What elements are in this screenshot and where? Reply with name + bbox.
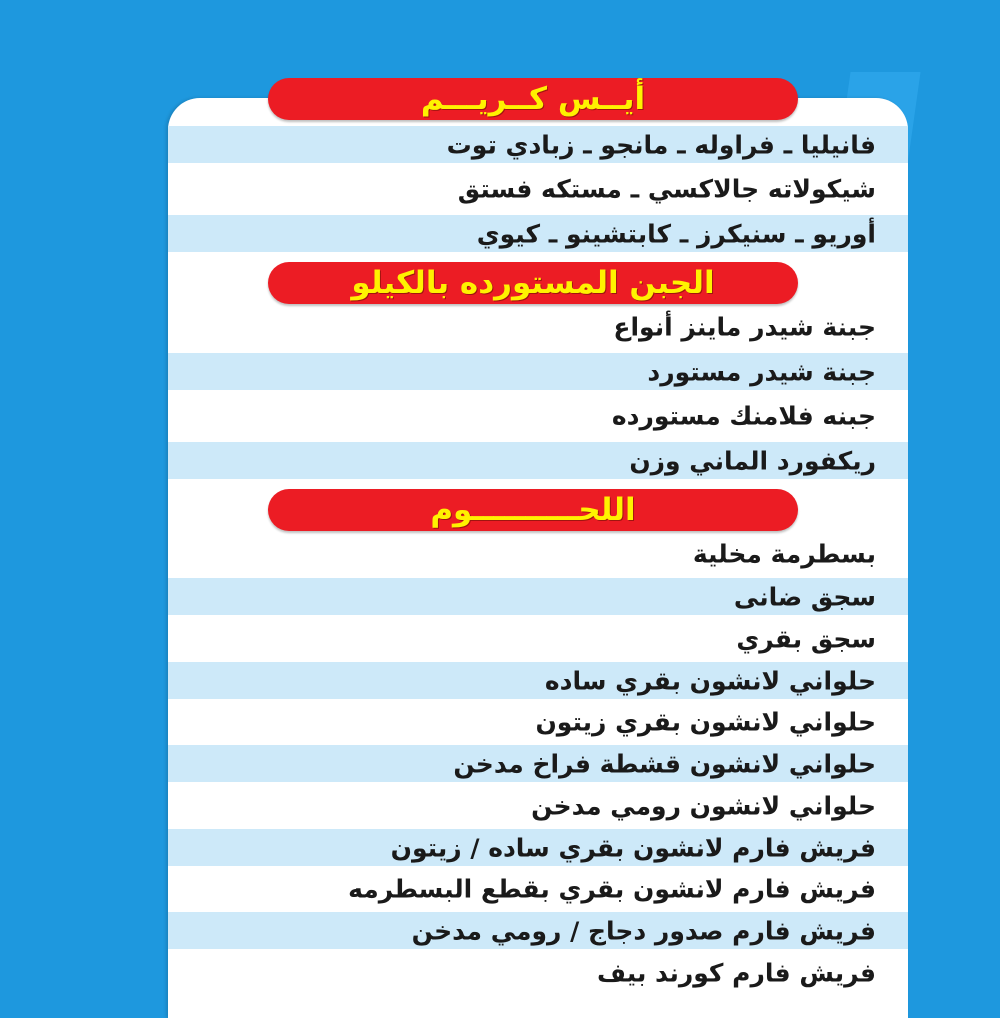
section-title: الجبن المستورده بالكيلو	[351, 265, 715, 301]
item-label: جبنة شيدر مستورد	[647, 357, 876, 386]
item-label: بسطرمة مخلية	[692, 539, 876, 568]
section-title: أيــس كــريـــم	[420, 81, 646, 117]
list-item	[168, 662, 908, 699]
section-header-cheese	[268, 262, 798, 304]
item-label: حلواني لانشون قشطة فراخ مدخن	[453, 749, 876, 778]
list-item	[168, 535, 908, 572]
list-item	[168, 954, 908, 991]
item-label: جبنة شيدر ماينز أنواع	[613, 312, 876, 341]
item-label: سجق ضانى	[733, 582, 876, 611]
section-title: اللحــــــــــوم	[430, 492, 636, 528]
item-label: فانيليا ـ فراوله ـ مانجو ـ زبادي توت	[446, 130, 876, 159]
item-label: فريش فارم لانشون بقري ساده / زيتون	[390, 833, 876, 862]
list-item	[168, 787, 908, 824]
item-label: شيكولاته جالاكسي ـ مستكه فستق	[457, 174, 876, 203]
item-label: فريش فارم لانشون بقري بقطع البسطرمه	[348, 874, 876, 903]
list-item	[168, 353, 908, 390]
item-label: ريكفورد الماني وزن	[629, 446, 876, 475]
item-label: فريش فارم صدور دجاج / رومي مدخن	[411, 916, 876, 945]
list-item	[168, 170, 908, 207]
list-item	[168, 703, 908, 740]
item-label: جبنه فلامنك مستورده	[611, 401, 876, 430]
section-header-meats	[268, 489, 798, 531]
list-item	[168, 578, 908, 615]
list-item	[168, 308, 908, 345]
list-item	[168, 442, 908, 479]
item-label: حلواني لانشون بقري زيتون	[535, 707, 876, 736]
item-label: سجق بقري	[736, 624, 876, 653]
list-item	[168, 745, 908, 782]
item-label: فريش فارم كورند بيف	[596, 958, 876, 987]
item-label: أوريو ـ سنيكرز ـ كابتشينو ـ كيوي	[476, 219, 876, 248]
section-header-ice-cream	[268, 78, 798, 120]
list-item	[168, 215, 908, 252]
list-item	[168, 870, 908, 907]
item-label: حلواني لانشون بقري ساده	[544, 666, 876, 695]
list-item	[168, 397, 908, 434]
list-item	[168, 829, 908, 866]
list-item	[168, 126, 908, 163]
list-item	[168, 912, 908, 949]
list-item	[168, 620, 908, 657]
item-label: حلواني لانشون رومي مدخن	[531, 791, 876, 820]
